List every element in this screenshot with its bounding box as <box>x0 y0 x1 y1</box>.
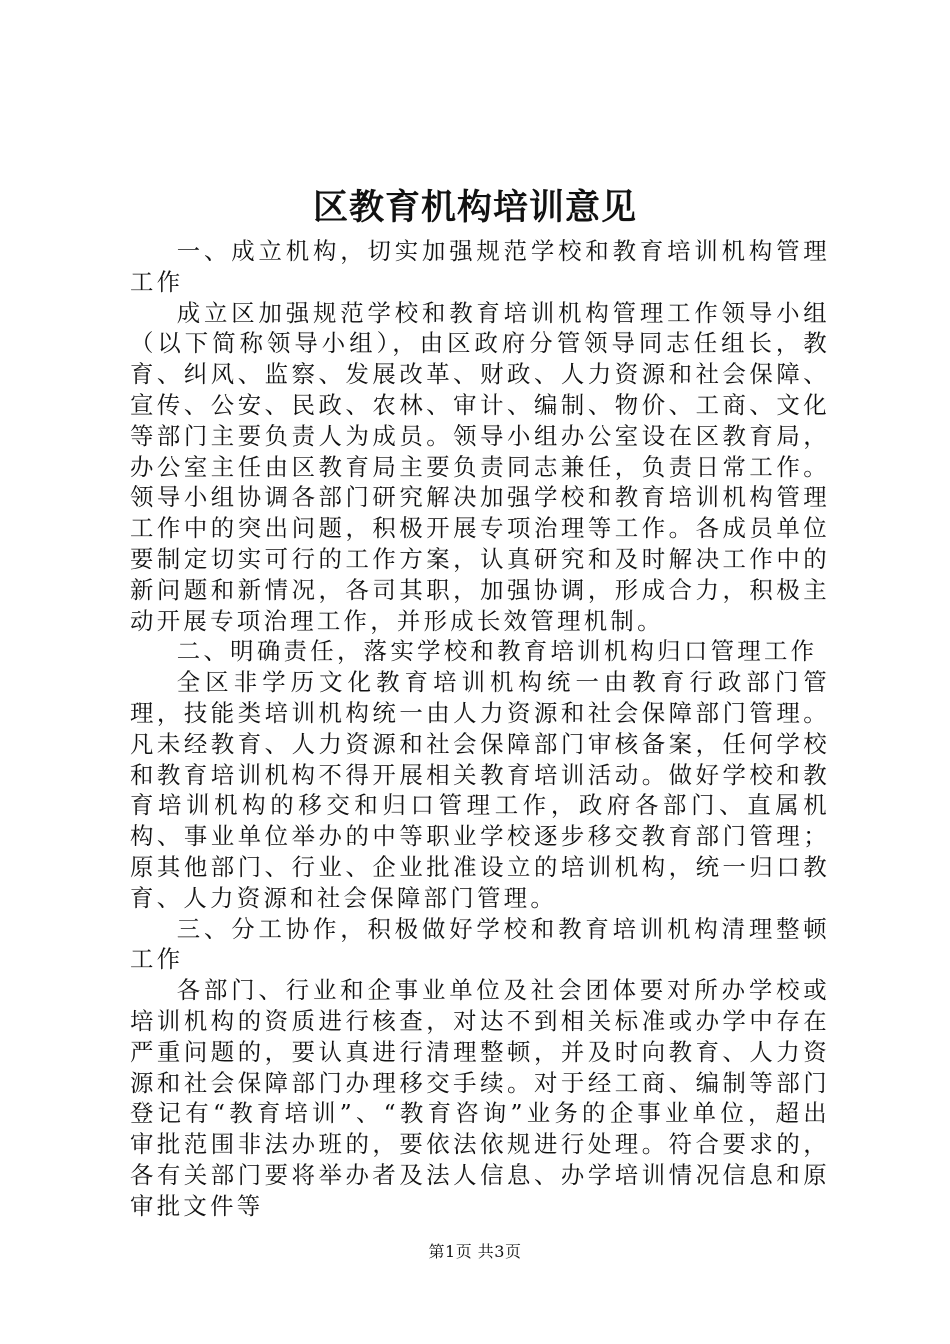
document-body <box>130 236 830 1222</box>
section-paragraph-1: 成立区加强规范学校和教育培训机构管理工作领导小组（以下简称领导小组），由区政府分管领导同志任组长，教育、纠风、监察、发展改革、财政、人力资源和社会保障、宣传、公安、民政、农林、审计、编制、物价、工商、文化等部门主要负责人为成员。领导小组办公室设在区教育局，办公室主任由区教育局主要负责同志兼任，负责日常工作。领导小组协调各部门研究解决加强学校和教育培训机构管理工作中的突出问题，积极开展专项治理等工作。各成员单位要制定切实可行的工作方案，认真研究和及时解决工作中的新问题和新情况，各司其职，加强协调，形成合力，积极主动开展专项治理工作，并形成长效管理机制。 <box>130 298 830 635</box>
section-heading-3: 三、分工协作，积极做好学校和教育培训机构清理整顿工作 <box>130 914 830 974</box>
page-number-footer: 第1页 共3页 <box>428 1242 522 1261</box>
document-title: 区教育机构培训意见 <box>312 187 637 228</box>
section-heading-1: 一、成立机构，切实加强规范学校和教育培训机构管理工作 <box>130 237 830 296</box>
section-paragraph-3: 各部门、行业和企事业单位及社会团体要对所办学校或培训机构的资质进行核查，对达不到相关标准或办学中存在严重问题的，要认真进行清理整顿，并及时向教育、人力资源和社会保障部门办理移交手续。对于经工商、编制等部门登记有“教育培训”、“教育咨询”业务的企事业单位，超出审批范围非法办班的，要依法依规进行处理。符合要求的，各有关部门要将举办者及法人信息、办学培训情况信息和原审批文件等 <box>130 976 830 1220</box>
section-heading-2: 二、明确责任，落实学校和教育培训机构归口管理工作 <box>176 637 818 666</box>
section-paragraph-2: 全区非学历文化教育培训机构统一由教育行政部门管理，技能类培训机构统一由人力资源和社会保障部门管理。凡未经教育、人力资源和社会保障部门审核备案，任何学校和教育培训机构不得开展相关教育培训活动。做好学校和教育培训机构的移交和归口管理工作，政府各部门、直属机构、事业单位举办的中等职业学校逐步移交教育部门管理；原其他部门、行业、企业批准设立的培训机构，统一归口教育、人力资源和社会保障部门管理。 <box>130 668 830 912</box>
